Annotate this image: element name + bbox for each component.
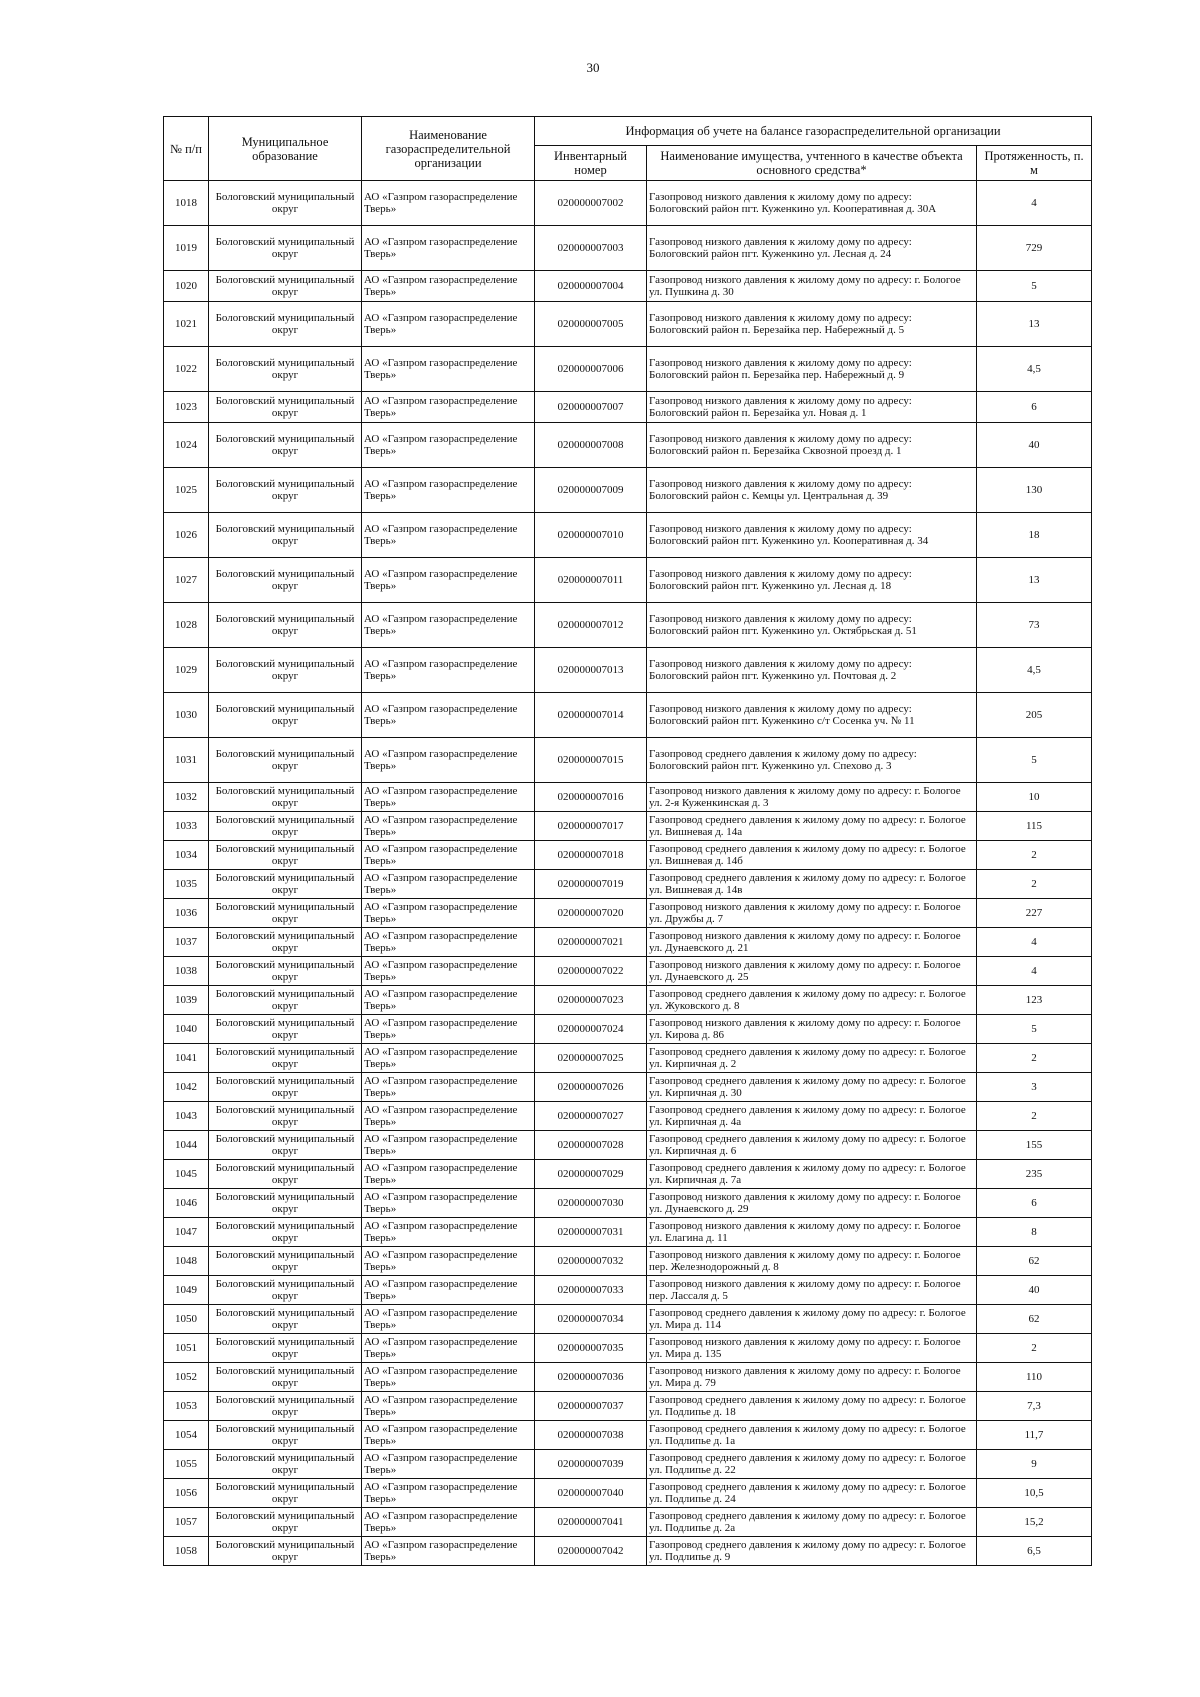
row-number: 1045 bbox=[164, 1160, 209, 1189]
row-number: 1053 bbox=[164, 1392, 209, 1421]
header-org-name: Наименование газораспределительной организации bbox=[362, 117, 535, 181]
row-inventory-number: 020000007008 bbox=[535, 423, 647, 468]
row-asset-name: Газопровод низкого давления к жилому дому по адресу: Бологовский район пгт. Куженкино с/т Сосенка уч. № 11 bbox=[647, 693, 977, 738]
row-asset-name: Газопровод низкого давления к жилому дому по адресу: г. Бологое ул. 2-я Куженкинская д. 3 bbox=[647, 783, 977, 812]
row-number: 1020 bbox=[164, 271, 209, 302]
row-inventory-number: 020000007018 bbox=[535, 841, 647, 870]
row-number: 1036 bbox=[164, 899, 209, 928]
row-asset-name: Газопровод низкого давления к жилому дому по адресу: Бологовский район п. Березайка пер. Набережный д. 9 bbox=[647, 347, 977, 392]
row-length: 2 bbox=[977, 870, 1092, 899]
row-number: 1056 bbox=[164, 1479, 209, 1508]
row-inventory-number: 020000007015 bbox=[535, 738, 647, 783]
row-length: 123 bbox=[977, 986, 1092, 1015]
row-inventory-number: 020000007036 bbox=[535, 1363, 647, 1392]
row-organization: АО «Газпром газораспределение Тверь» bbox=[362, 957, 535, 986]
row-length: 15,2 bbox=[977, 1508, 1092, 1537]
row-number: 1034 bbox=[164, 841, 209, 870]
row-municipality: Бологовский муниципальный округ bbox=[209, 738, 362, 783]
row-organization: АО «Газпром газораспределение Тверь» bbox=[362, 1102, 535, 1131]
row-municipality: Бологовский муниципальный округ bbox=[209, 1247, 362, 1276]
row-organization: АО «Газпром газораспределение Тверь» bbox=[362, 841, 535, 870]
row-inventory-number: 020000007023 bbox=[535, 986, 647, 1015]
row-asset-name: Газопровод среднего давления к жилому дому по адресу: г. Бологое ул. Подлипье д. 9 bbox=[647, 1537, 977, 1566]
row-organization: АО «Газпром газораспределение Тверь» bbox=[362, 302, 535, 347]
row-number: 1048 bbox=[164, 1247, 209, 1276]
table-row bbox=[164, 1015, 1092, 1044]
row-number: 1043 bbox=[164, 1102, 209, 1131]
row-number: 1019 bbox=[164, 226, 209, 271]
header-length: Протяженность, п. м bbox=[977, 146, 1092, 181]
row-organization: АО «Газпром газораспределение Тверь» bbox=[362, 603, 535, 648]
row-inventory-number: 020000007020 bbox=[535, 899, 647, 928]
row-length: 2 bbox=[977, 1334, 1092, 1363]
row-length: 13 bbox=[977, 558, 1092, 603]
row-asset-name: Газопровод среднего давления к жилому дому по адресу: Бологовский район пгт. Куженкино ул. Спехово д. 3 bbox=[647, 738, 977, 783]
row-municipality: Бологовский муниципальный округ bbox=[209, 1363, 362, 1392]
row-length: 6 bbox=[977, 392, 1092, 423]
row-municipality: Бологовский муниципальный округ bbox=[209, 1073, 362, 1102]
table-row bbox=[164, 986, 1092, 1015]
row-number: 1030 bbox=[164, 693, 209, 738]
table-row bbox=[164, 738, 1092, 783]
row-length: 13 bbox=[977, 302, 1092, 347]
row-organization: АО «Газпром газораспределение Тверь» bbox=[362, 1363, 535, 1392]
row-number: 1050 bbox=[164, 1305, 209, 1334]
row-organization: АО «Газпром газораспределение Тверь» bbox=[362, 986, 535, 1015]
row-inventory-number: 020000007025 bbox=[535, 1044, 647, 1073]
row-number: 1023 bbox=[164, 392, 209, 423]
row-number: 1028 bbox=[164, 603, 209, 648]
row-number: 1024 bbox=[164, 423, 209, 468]
row-municipality: Бологовский муниципальный округ bbox=[209, 1450, 362, 1479]
row-inventory-number: 020000007040 bbox=[535, 1479, 647, 1508]
row-inventory-number: 020000007027 bbox=[535, 1102, 647, 1131]
row-organization: АО «Газпром газораспределение Тверь» bbox=[362, 558, 535, 603]
row-asset-name: Газопровод среднего давления к жилому дому по адресу: г. Бологое ул. Мира д. 114 bbox=[647, 1305, 977, 1334]
row-number: 1049 bbox=[164, 1276, 209, 1305]
row-municipality: Бологовский муниципальный округ bbox=[209, 928, 362, 957]
row-organization: АО «Газпром газораспределение Тверь» bbox=[362, 648, 535, 693]
row-number: 1058 bbox=[164, 1537, 209, 1566]
table-row bbox=[164, 841, 1092, 870]
table-row bbox=[164, 1334, 1092, 1363]
row-municipality: Бологовский муниципальный округ bbox=[209, 468, 362, 513]
table-row bbox=[164, 1450, 1092, 1479]
row-length: 4,5 bbox=[977, 347, 1092, 392]
row-organization: АО «Газпром газораспределение Тверь» bbox=[362, 347, 535, 392]
row-municipality: Бологовский муниципальный округ bbox=[209, 302, 362, 347]
row-number: 1031 bbox=[164, 738, 209, 783]
header-asset-name: Наименование имущества, учтенного в качестве объекта основного средства* bbox=[647, 146, 977, 181]
row-organization: АО «Газпром газораспределение Тверь» bbox=[362, 783, 535, 812]
row-municipality: Бологовский муниципальный округ bbox=[209, 812, 362, 841]
row-organization: АО «Газпром газораспределение Тверь» bbox=[362, 1131, 535, 1160]
row-municipality: Бологовский муниципальный округ bbox=[209, 1537, 362, 1566]
row-asset-name: Газопровод низкого давления к жилому дому по адресу: г. Бологое ул. Кирова д. 86 bbox=[647, 1015, 977, 1044]
row-organization: АО «Газпром газораспределение Тверь» bbox=[362, 1044, 535, 1073]
table-row bbox=[164, 1421, 1092, 1450]
row-inventory-number: 020000007034 bbox=[535, 1305, 647, 1334]
row-organization: АО «Газпром газораспределение Тверь» bbox=[362, 870, 535, 899]
table-row bbox=[164, 302, 1092, 347]
row-length: 5 bbox=[977, 738, 1092, 783]
row-asset-name: Газопровод низкого давления к жилому дому по адресу: г. Бологое ул. Пушкина д. 30 bbox=[647, 271, 977, 302]
row-asset-name: Газопровод низкого давления к жилому дому по адресу: Бологовский район пгт. Куженкино ул. Почтовая д. 2 bbox=[647, 648, 977, 693]
table-row bbox=[164, 1218, 1092, 1247]
row-municipality: Бологовский муниципальный округ bbox=[209, 693, 362, 738]
row-municipality: Бологовский муниципальный округ bbox=[209, 986, 362, 1015]
table-row bbox=[164, 1392, 1092, 1421]
row-inventory-number: 020000007006 bbox=[535, 347, 647, 392]
table-row bbox=[164, 1508, 1092, 1537]
row-inventory-number: 020000007012 bbox=[535, 603, 647, 648]
row-municipality: Бологовский муниципальный округ bbox=[209, 1392, 362, 1421]
row-number: 1033 bbox=[164, 812, 209, 841]
row-number: 1022 bbox=[164, 347, 209, 392]
row-municipality: Бологовский муниципальный округ bbox=[209, 603, 362, 648]
row-inventory-number: 020000007014 bbox=[535, 693, 647, 738]
row-inventory-number: 020000007017 bbox=[535, 812, 647, 841]
row-length: 2 bbox=[977, 1044, 1092, 1073]
row-municipality: Бологовский муниципальный округ bbox=[209, 841, 362, 870]
row-inventory-number: 020000007021 bbox=[535, 928, 647, 957]
row-number: 1038 bbox=[164, 957, 209, 986]
row-municipality: Бологовский муниципальный округ bbox=[209, 226, 362, 271]
row-organization: АО «Газпром газораспределение Тверь» bbox=[362, 812, 535, 841]
row-asset-name: Газопровод низкого давления к жилому дому по адресу: г. Бологое ул. Елагина д. 11 bbox=[647, 1218, 977, 1247]
row-length: 73 bbox=[977, 603, 1092, 648]
row-inventory-number: 020000007030 bbox=[535, 1189, 647, 1218]
row-municipality: Бологовский муниципальный округ bbox=[209, 783, 362, 812]
row-length: 130 bbox=[977, 468, 1092, 513]
row-number: 1046 bbox=[164, 1189, 209, 1218]
row-inventory-number: 020000007038 bbox=[535, 1421, 647, 1450]
row-organization: АО «Газпром газораспределение Тверь» bbox=[362, 1073, 535, 1102]
row-length: 4 bbox=[977, 957, 1092, 986]
row-inventory-number: 020000007013 bbox=[535, 648, 647, 693]
table-row bbox=[164, 1160, 1092, 1189]
row-asset-name: Газопровод среднего давления к жилому дому по адресу: г. Бологое ул. Подлипье д. 2а bbox=[647, 1508, 977, 1537]
table-row bbox=[164, 1305, 1092, 1334]
table-row bbox=[164, 603, 1092, 648]
row-inventory-number: 020000007042 bbox=[535, 1537, 647, 1566]
header-num: № п/п bbox=[164, 117, 209, 181]
row-number: 1018 bbox=[164, 181, 209, 226]
table-row bbox=[164, 870, 1092, 899]
row-asset-name: Газопровод низкого давления к жилому дому по адресу: Бологовский район п. Березайка ул. Новая д. 1 bbox=[647, 392, 977, 423]
table-row bbox=[164, 1189, 1092, 1218]
table-row bbox=[164, 513, 1092, 558]
row-organization: АО «Газпром газораспределение Тверь» bbox=[362, 1421, 535, 1450]
row-asset-name: Газопровод низкого давления к жилому дому по адресу: г. Бологое ул. Мира д. 135 bbox=[647, 1334, 977, 1363]
row-number: 1029 bbox=[164, 648, 209, 693]
row-organization: АО «Газпром газораспределение Тверь» bbox=[362, 468, 535, 513]
row-organization: АО «Газпром газораспределение Тверь» bbox=[362, 928, 535, 957]
row-asset-name: Газопровод среднего давления к жилому дому по адресу: г. Бологое ул. Кирпичная д. 6 bbox=[647, 1131, 977, 1160]
row-municipality: Бологовский муниципальный округ bbox=[209, 1189, 362, 1218]
row-inventory-number: 020000007010 bbox=[535, 513, 647, 558]
row-asset-name: Газопровод низкого давления к жилому дому по адресу: г. Бологое ул. Дунаевского д. 25 bbox=[647, 957, 977, 986]
row-length: 6,5 bbox=[977, 1537, 1092, 1566]
table-row bbox=[164, 1479, 1092, 1508]
row-organization: АО «Газпром газораспределение Тверь» bbox=[362, 271, 535, 302]
row-asset-name: Газопровод среднего давления к жилому дому по адресу: г. Бологое ул. Вишневая д. 14б bbox=[647, 841, 977, 870]
row-municipality: Бологовский муниципальный округ bbox=[209, 347, 362, 392]
row-asset-name: Газопровод среднего давления к жилому дому по адресу: г. Бологое ул. Подлипье д. 18 bbox=[647, 1392, 977, 1421]
row-organization: АО «Газпром газораспределение Тверь» bbox=[362, 226, 535, 271]
row-length: 4 bbox=[977, 181, 1092, 226]
row-organization: АО «Газпром газораспределение Тверь» bbox=[362, 1189, 535, 1218]
table-row bbox=[164, 957, 1092, 986]
table-row bbox=[164, 1363, 1092, 1392]
row-inventory-number: 020000007026 bbox=[535, 1073, 647, 1102]
row-number: 1032 bbox=[164, 783, 209, 812]
row-inventory-number: 020000007024 bbox=[535, 1015, 647, 1044]
row-number: 1055 bbox=[164, 1450, 209, 1479]
row-length: 8 bbox=[977, 1218, 1092, 1247]
row-number: 1026 bbox=[164, 513, 209, 558]
row-length: 5 bbox=[977, 1015, 1092, 1044]
row-organization: АО «Газпром газораспределение Тверь» bbox=[362, 738, 535, 783]
row-length: 2 bbox=[977, 1102, 1092, 1131]
row-organization: АО «Газпром газораспределение Тверь» bbox=[362, 392, 535, 423]
table-row bbox=[164, 423, 1092, 468]
row-number: 1040 bbox=[164, 1015, 209, 1044]
row-number: 1044 bbox=[164, 1131, 209, 1160]
table-row bbox=[164, 347, 1092, 392]
row-number: 1037 bbox=[164, 928, 209, 957]
row-asset-name: Газопровод низкого давления к жилому дому по адресу: Бологовский район пгт. Куженкино ул. Лесная д. 18 bbox=[647, 558, 977, 603]
row-municipality: Бологовский муниципальный округ bbox=[209, 1015, 362, 1044]
row-organization: АО «Газпром газораспределение Тверь» bbox=[362, 1160, 535, 1189]
row-inventory-number: 020000007019 bbox=[535, 870, 647, 899]
row-length: 10,5 bbox=[977, 1479, 1092, 1508]
row-asset-name: Газопровод среднего давления к жилому дому по адресу: г. Бологое ул. Кирпичная д. 4а bbox=[647, 1102, 977, 1131]
table-row bbox=[164, 1131, 1092, 1160]
row-inventory-number: 020000007029 bbox=[535, 1160, 647, 1189]
row-asset-name: Газопровод низкого давления к жилому дому по адресу: Бологовский район с. Кемцы ул. Центральная д. 39 bbox=[647, 468, 977, 513]
row-inventory-number: 020000007037 bbox=[535, 1392, 647, 1421]
row-number: 1039 bbox=[164, 986, 209, 1015]
row-number: 1051 bbox=[164, 1334, 209, 1363]
row-organization: АО «Газпром газораспределение Тверь» bbox=[362, 1015, 535, 1044]
row-organization: АО «Газпром газораспределение Тверь» bbox=[362, 1450, 535, 1479]
row-organization: АО «Газпром газораспределение Тверь» bbox=[362, 181, 535, 226]
row-length: 5 bbox=[977, 271, 1092, 302]
table-row bbox=[164, 1537, 1092, 1566]
table-row bbox=[164, 468, 1092, 513]
table-row bbox=[164, 812, 1092, 841]
row-asset-name: Газопровод низкого давления к жилому дому по адресу: Бологовский район пгт. Куженкино ул. Лесная д. 24 bbox=[647, 226, 977, 271]
row-number: 1027 bbox=[164, 558, 209, 603]
row-municipality: Бологовский муниципальный округ bbox=[209, 1305, 362, 1334]
row-municipality: Бологовский муниципальный округ bbox=[209, 1334, 362, 1363]
row-municipality: Бологовский муниципальный округ bbox=[209, 181, 362, 226]
row-organization: АО «Газпром газораспределение Тверь» bbox=[362, 1218, 535, 1247]
table-row bbox=[164, 558, 1092, 603]
table-header bbox=[164, 117, 1092, 181]
row-municipality: Бологовский муниципальный округ bbox=[209, 870, 362, 899]
row-inventory-number: 020000007009 bbox=[535, 468, 647, 513]
row-asset-name: Газопровод среднего давления к жилому дому по адресу: г. Бологое ул. Кирпичная д. 30 bbox=[647, 1073, 977, 1102]
row-municipality: Бологовский муниципальный округ bbox=[209, 1276, 362, 1305]
row-asset-name: Газопровод среднего давления к жилому дому по адресу: г. Бологое ул. Вишневая д. 14в bbox=[647, 870, 977, 899]
table-row bbox=[164, 899, 1092, 928]
row-municipality: Бологовский муниципальный округ bbox=[209, 1218, 362, 1247]
row-asset-name: Газопровод низкого давления к жилому дому по адресу: г. Бологое ул. Мира д. 79 bbox=[647, 1363, 977, 1392]
table-row bbox=[164, 181, 1092, 226]
table-row bbox=[164, 392, 1092, 423]
row-number: 1052 bbox=[164, 1363, 209, 1392]
row-length: 235 bbox=[977, 1160, 1092, 1189]
row-length: 40 bbox=[977, 1276, 1092, 1305]
row-municipality: Бологовский муниципальный округ bbox=[209, 1102, 362, 1131]
row-length: 6 bbox=[977, 1189, 1092, 1218]
row-inventory-number: 020000007033 bbox=[535, 1276, 647, 1305]
table-row bbox=[164, 783, 1092, 812]
table-row bbox=[164, 693, 1092, 738]
row-asset-name: Газопровод низкого давления к жилому дому по адресу: г. Бологое пер. Железнодорожный д. 8 bbox=[647, 1247, 977, 1276]
row-municipality: Бологовский муниципальный округ bbox=[209, 899, 362, 928]
row-length: 9 bbox=[977, 1450, 1092, 1479]
table-row bbox=[164, 1073, 1092, 1102]
row-municipality: Бологовский муниципальный округ bbox=[209, 1508, 362, 1537]
row-length: 40 bbox=[977, 423, 1092, 468]
row-inventory-number: 020000007041 bbox=[535, 1508, 647, 1537]
row-asset-name: Газопровод среднего давления к жилому дому по адресу: г. Бологое ул. Кирпичная д. 7а bbox=[647, 1160, 977, 1189]
row-length: 205 bbox=[977, 693, 1092, 738]
row-organization: АО «Газпром газораспределение Тверь» bbox=[362, 513, 535, 558]
row-municipality: Бологовский муниципальный округ bbox=[209, 1044, 362, 1073]
row-inventory-number: 020000007022 bbox=[535, 957, 647, 986]
row-length: 115 bbox=[977, 812, 1092, 841]
row-length: 10 bbox=[977, 783, 1092, 812]
row-length: 18 bbox=[977, 513, 1092, 558]
row-length: 729 bbox=[977, 226, 1092, 271]
row-number: 1057 bbox=[164, 1508, 209, 1537]
row-municipality: Бологовский муниципальный округ bbox=[209, 1131, 362, 1160]
row-inventory-number: 020000007007 bbox=[535, 392, 647, 423]
row-inventory-number: 020000007039 bbox=[535, 1450, 647, 1479]
row-length: 62 bbox=[977, 1247, 1092, 1276]
row-organization: АО «Газпром газораспределение Тверь» bbox=[362, 1479, 535, 1508]
row-length: 110 bbox=[977, 1363, 1092, 1392]
row-organization: АО «Газпром газораспределение Тверь» bbox=[362, 1334, 535, 1363]
row-length: 4,5 bbox=[977, 648, 1092, 693]
table-body bbox=[164, 181, 1092, 1566]
header-municipality: Муниципальное образование bbox=[209, 117, 362, 181]
row-asset-name: Газопровод низкого давления к жилому дому по адресу: г. Бологое ул. Дунаевского д. 29 bbox=[647, 1189, 977, 1218]
row-organization: АО «Газпром газораспределение Тверь» bbox=[362, 1305, 535, 1334]
row-organization: АО «Газпром газораспределение Тверь» bbox=[362, 899, 535, 928]
row-municipality: Бологовский муниципальный округ bbox=[209, 423, 362, 468]
row-length: 62 bbox=[977, 1305, 1092, 1334]
row-organization: АО «Газпром газораспределение Тверь» bbox=[362, 1247, 535, 1276]
row-length: 2 bbox=[977, 841, 1092, 870]
row-organization: АО «Газпром газораспределение Тверь» bbox=[362, 1537, 535, 1566]
row-municipality: Бологовский муниципальный округ bbox=[209, 1160, 362, 1189]
header-inventory: Инвентарный номер bbox=[535, 146, 647, 181]
row-municipality: Бологовский муниципальный округ bbox=[209, 648, 362, 693]
row-length: 155 bbox=[977, 1131, 1092, 1160]
row-municipality: Бологовский муниципальный округ bbox=[209, 392, 362, 423]
header-balance-group: Информация об учете на балансе газораспределительной организации bbox=[535, 117, 1092, 146]
table-row bbox=[164, 226, 1092, 271]
table-row bbox=[164, 1102, 1092, 1131]
row-asset-name: Газопровод низкого давления к жилому дому по адресу: г. Бологое пер. Лассаля д. 5 bbox=[647, 1276, 977, 1305]
row-asset-name: Газопровод среднего давления к жилому дому по адресу: г. Бологое ул. Подлипье д. 24 bbox=[647, 1479, 977, 1508]
row-inventory-number: 020000007004 bbox=[535, 271, 647, 302]
table-row bbox=[164, 1276, 1092, 1305]
row-asset-name: Газопровод низкого давления к жилому дому по адресу: Бологовский район пгт. Куженкино ул. Кооперативная д. 30А bbox=[647, 181, 977, 226]
row-municipality: Бологовский муниципальный округ bbox=[209, 1479, 362, 1508]
table-row bbox=[164, 648, 1092, 693]
gas-assets-table bbox=[163, 116, 1092, 1566]
row-inventory-number: 020000007028 bbox=[535, 1131, 647, 1160]
row-asset-name: Газопровод низкого давления к жилому дому по адресу: Бологовский район п. Березайка пер. Набережный д. 5 bbox=[647, 302, 977, 347]
row-organization: АО «Газпром газораспределение Тверь» bbox=[362, 423, 535, 468]
row-length: 7,3 bbox=[977, 1392, 1092, 1421]
row-asset-name: Газопровод низкого давления к жилому дому по адресу: Бологовский район пгт. Куженкино ул. Кооперативная д. 34 bbox=[647, 513, 977, 558]
row-municipality: Бологовский муниципальный округ bbox=[209, 271, 362, 302]
table-row bbox=[164, 271, 1092, 302]
row-inventory-number: 020000007035 bbox=[535, 1334, 647, 1363]
row-inventory-number: 020000007031 bbox=[535, 1218, 647, 1247]
row-organization: АО «Газпром газораспределение Тверь» bbox=[362, 1508, 535, 1537]
row-number: 1042 bbox=[164, 1073, 209, 1102]
row-inventory-number: 020000007011 bbox=[535, 558, 647, 603]
row-number: 1047 bbox=[164, 1218, 209, 1247]
row-asset-name: Газопровод низкого давления к жилому дому по адресу: г. Бологое ул. Дунаевского д. 21 bbox=[647, 928, 977, 957]
row-organization: АО «Газпром газораспределение Тверь» bbox=[362, 693, 535, 738]
row-asset-name: Газопровод среднего давления к жилому дому по адресу: г. Бологое ул. Кирпичная д. 2 bbox=[647, 1044, 977, 1073]
row-asset-name: Газопровод низкого давления к жилому дому по адресу: Бологовский район пгт. Куженкино ул. Октябрьская д. 51 bbox=[647, 603, 977, 648]
row-asset-name: Газопровод среднего давления к жилому дому по адресу: г. Бологое ул. Подлипье д. 22 bbox=[647, 1450, 977, 1479]
table-row bbox=[164, 1044, 1092, 1073]
row-municipality: Бологовский муниципальный округ bbox=[209, 513, 362, 558]
row-asset-name: Газопровод низкого давления к жилому дому по адресу: Бологовский район п. Березайка Сквозной проезд д. 1 bbox=[647, 423, 977, 468]
row-municipality: Бологовский муниципальный округ bbox=[209, 558, 362, 603]
row-number: 1025 bbox=[164, 468, 209, 513]
row-asset-name: Газопровод среднего давления к жилому дому по адресу: г. Бологое ул. Жуковского д. 8 bbox=[647, 986, 977, 1015]
row-number: 1041 bbox=[164, 1044, 209, 1073]
row-inventory-number: 020000007003 bbox=[535, 226, 647, 271]
row-length: 4 bbox=[977, 928, 1092, 957]
row-length: 3 bbox=[977, 1073, 1092, 1102]
row-inventory-number: 020000007005 bbox=[535, 302, 647, 347]
row-asset-name: Газопровод низкого давления к жилому дому по адресу: г. Бологое ул. Дружбы д. 7 bbox=[647, 899, 977, 928]
row-organization: АО «Газпром газораспределение Тверь» bbox=[362, 1276, 535, 1305]
row-organization: АО «Газпром газораспределение Тверь» bbox=[362, 1392, 535, 1421]
page-number: 30 bbox=[586, 60, 600, 75]
row-municipality: Бологовский муниципальный округ bbox=[209, 1421, 362, 1450]
table-row bbox=[164, 1247, 1092, 1276]
row-length: 11,7 bbox=[977, 1421, 1092, 1450]
row-number: 1021 bbox=[164, 302, 209, 347]
table-row bbox=[164, 928, 1092, 957]
row-asset-name: Газопровод среднего давления к жилому дому по адресу: г. Бологое ул. Подлипье д. 1а bbox=[647, 1421, 977, 1450]
row-inventory-number: 020000007016 bbox=[535, 783, 647, 812]
row-number: 1054 bbox=[164, 1421, 209, 1450]
row-inventory-number: 020000007032 bbox=[535, 1247, 647, 1276]
row-length: 227 bbox=[977, 899, 1092, 928]
row-asset-name: Газопровод среднего давления к жилому дому по адресу: г. Бологое ул. Вишневая д. 14а bbox=[647, 812, 977, 841]
row-municipality: Бологовский муниципальный округ bbox=[209, 957, 362, 986]
row-inventory-number: 020000007002 bbox=[535, 181, 647, 226]
row-number: 1035 bbox=[164, 870, 209, 899]
